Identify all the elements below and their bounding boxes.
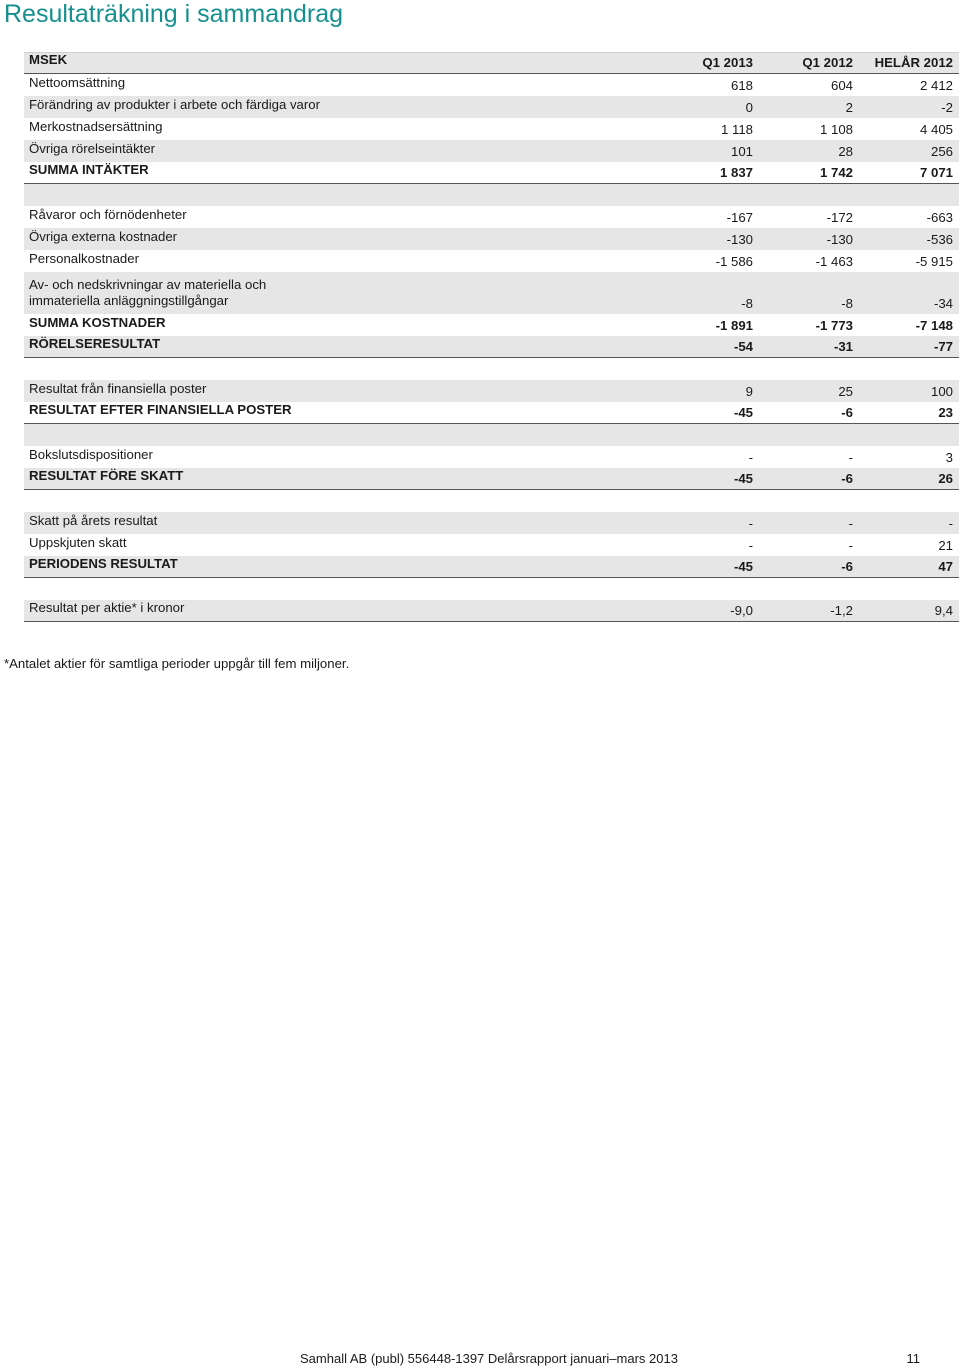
cell-q1-2013: -167 [726, 210, 753, 225]
row-label: SUMMA KOSTNADER [29, 315, 166, 330]
header-label: MSEK [29, 52, 68, 67]
cell-full-year-2012: 3 [945, 450, 953, 465]
spacer-row [24, 358, 959, 380]
row-label: RESULTAT FÖRE SKATT [29, 468, 184, 483]
table-row [24, 512, 959, 534]
cell-q1-2013: -45 [733, 471, 753, 486]
row-label: Övriga externa kostnader [29, 229, 178, 244]
cell-q1-2013: - [748, 516, 753, 531]
cell-q1-2012: -130 [826, 232, 853, 247]
spacer-row [24, 184, 959, 206]
cell-q1-2012: -1,2 [830, 603, 853, 618]
cell-q1-2012: -6 [841, 559, 853, 574]
cell-q1-2012: - [848, 538, 853, 553]
total-row [24, 162, 959, 184]
cell-full-year-2012: -7 148 [915, 318, 953, 333]
page-number: 11 [906, 1351, 920, 1366]
row-label: RÖRELSERESULTAT [29, 336, 161, 351]
cell-full-year-2012: -5 915 [915, 254, 953, 269]
spacer-row [24, 424, 959, 446]
page-title: Resultaträkning i sammandrag [4, 0, 344, 28]
cell-full-year-2012: 26 [938, 471, 953, 486]
cell-q1-2012: -6 [841, 405, 853, 420]
cell-q1-2013: -1 891 [715, 318, 753, 333]
row-label: RESULTAT EFTER FINANSIELLA POSTER [29, 402, 292, 417]
cell-q1-2012: 2 [845, 100, 853, 115]
cell-q1-2013: -130 [726, 232, 753, 247]
cell-q1-2013: -9,0 [730, 603, 753, 618]
table-row [24, 534, 959, 556]
cell-q1-2012: - [848, 450, 853, 465]
total-row [24, 314, 959, 336]
cell-q1-2013: 9 [745, 384, 753, 399]
table-row [24, 140, 959, 162]
total-row [24, 468, 959, 490]
cell-full-year-2012: 100 [930, 384, 953, 399]
table-row [24, 446, 959, 468]
cell-q1-2012: 1 108 [819, 122, 853, 137]
row-label: PERIODENS RESULTAT [29, 556, 178, 571]
cell-q1-2012: 28 [838, 144, 853, 159]
cell-q1-2013: -1 586 [715, 254, 753, 269]
cell-q1-2012: -1 773 [815, 318, 853, 333]
income-statement-table [24, 52, 959, 622]
table-row [24, 250, 959, 272]
row-label: Nettoomsättning [29, 75, 126, 90]
cell-full-year-2012: 256 [930, 144, 953, 159]
cell-full-year-2012: 47 [938, 559, 953, 574]
cell-full-year-2012: -536 [926, 232, 953, 247]
cell-q1-2012: -6 [841, 471, 853, 486]
row-label: SUMMA INTÄKTER [29, 162, 149, 177]
row-label: Förändring av produkter i arbete och färdiga varor [29, 97, 321, 112]
cell-q1-2012: -172 [826, 210, 853, 225]
cell-q1-2012: -1 463 [815, 254, 853, 269]
cell-q1-2013: 618 [730, 78, 753, 93]
cell-q1-2013: -54 [733, 339, 753, 354]
cell-q1-2013: -45 [733, 559, 753, 574]
cell-full-year-2012: 21 [938, 538, 953, 553]
cell-full-year-2012: -2 [941, 100, 953, 115]
cell-q1-2013: -45 [733, 405, 753, 420]
cell-full-year-2012: 4 405 [919, 122, 953, 137]
row-label: Merkostnadsersättning [29, 119, 163, 134]
cell-full-year-2012: -34 [933, 296, 953, 311]
cell-q1-2013: 1 837 [719, 165, 753, 180]
cell-q1-2012: - [848, 516, 853, 531]
cell-full-year-2012: 23 [938, 405, 953, 420]
row-label: Uppskjuten skatt [29, 535, 127, 550]
cell-full-year-2012: 9,4 [934, 603, 953, 618]
cell-q1-2012: -8 [841, 296, 853, 311]
footnote: *Antalet aktier för samtliga perioder uppgår till fem miljoner. [4, 656, 350, 671]
table-row [24, 74, 959, 96]
table-header [24, 52, 959, 74]
table-row [24, 118, 959, 140]
table-row [24, 206, 959, 228]
cell-q1-2012: 604 [830, 78, 853, 93]
page-footer: Samhall AB (publ) 556448-1397 Delårsrapport januari–mars 2013 [300, 1351, 678, 1366]
table-row [24, 600, 959, 622]
row-label: Skatt på årets resultat [29, 513, 158, 528]
row-label: Av- och nedskrivningar av materiella och immateriella anläggningstillgångar [29, 277, 267, 308]
header-q1-2012: Q1 2012 [802, 55, 853, 70]
row-label: Resultat från finansiella poster [29, 381, 207, 396]
cell-full-year-2012: -77 [933, 339, 953, 354]
row-label: Resultat per aktie* i kronor [29, 600, 185, 615]
total-row [24, 336, 959, 358]
spacer-row [24, 578, 959, 600]
table-row [24, 272, 959, 314]
header-full-year-2012: HELÅR 2012 [874, 55, 953, 70]
table-row [24, 96, 959, 118]
cell-q1-2013: - [748, 450, 753, 465]
cell-q1-2013: 101 [730, 144, 753, 159]
cell-q1-2013: 0 [745, 100, 753, 115]
header-q1-2013: Q1 2013 [702, 55, 753, 70]
cell-full-year-2012: - [948, 516, 953, 531]
row-label: Personalkostnader [29, 251, 139, 266]
cell-q1-2012: -31 [833, 339, 853, 354]
row-label: Bokslutsdispositioner [29, 447, 153, 462]
table-row [24, 228, 959, 250]
cell-q1-2013: -8 [741, 296, 753, 311]
row-label: Övriga rörelseintäkter [29, 141, 156, 156]
cell-q1-2013: 1 118 [720, 122, 753, 137]
spacer-row [24, 490, 959, 512]
table-row [24, 380, 959, 402]
total-row [24, 556, 959, 578]
cell-q1-2012: 1 742 [819, 165, 853, 180]
cell-q1-2013: - [748, 538, 753, 553]
cell-q1-2012: 25 [838, 384, 853, 399]
cell-full-year-2012: -663 [926, 210, 953, 225]
cell-full-year-2012: 7 071 [919, 165, 953, 180]
total-row [24, 402, 959, 424]
cell-full-year-2012: 2 412 [919, 78, 953, 93]
row-label: Råvaror och förnödenheter [29, 207, 187, 222]
